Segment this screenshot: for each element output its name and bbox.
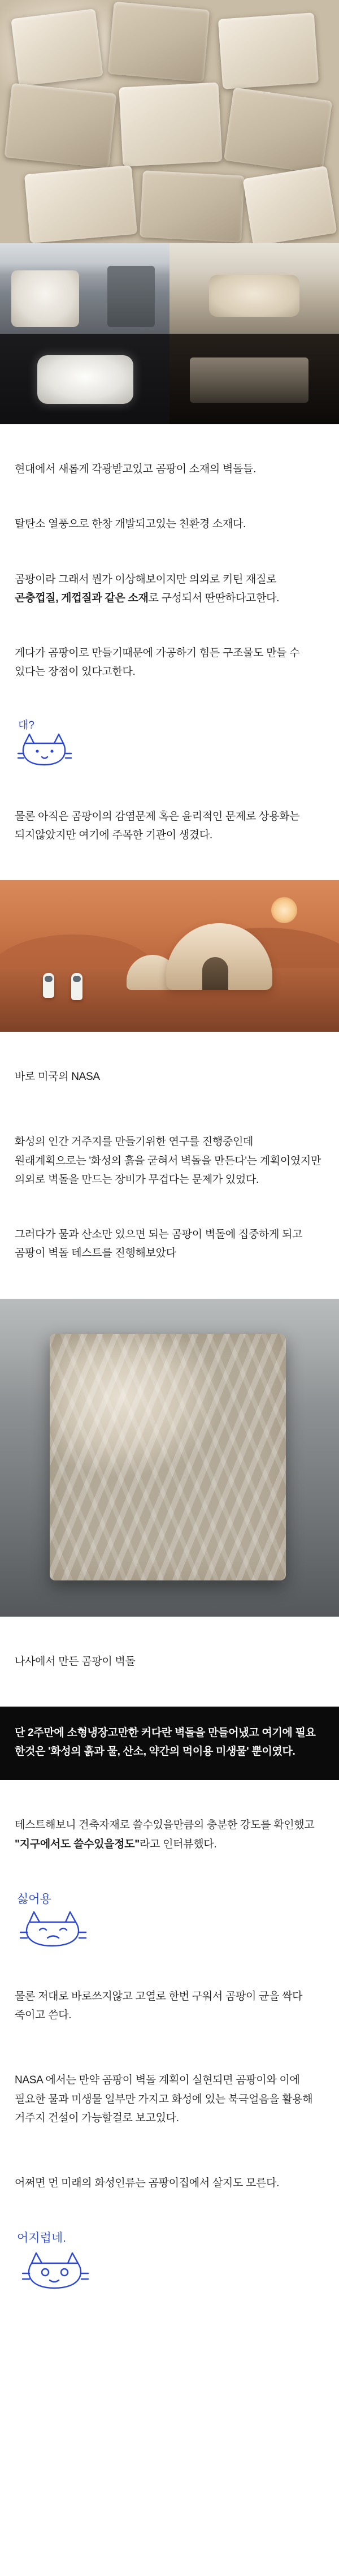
brick-shape: [140, 170, 245, 242]
caption-nasa-brick: 나사에서 만든 곰팡이 벽돌: [15, 1655, 136, 1668]
mars-sun: [271, 897, 297, 923]
doodle-wow: [0, 2228, 339, 2296]
brick-shape: [108, 2, 210, 82]
habitat-door: [202, 957, 228, 990]
paragraph-nasa-pivot: 그러다가 물과 산소만 있으면 되는 곰팡이 벽돌에 집중하게 되고 곰팡이 벽돌 테스트를 진행해보았다: [15, 1229, 303, 1260]
nasa-brick-plastic-wrap: [50, 1334, 286, 1580]
astronaut-figure: [43, 973, 54, 998]
paragraph-nasa-plan: NASA 에서는 만약 곰팡이 벽돌 계획이 실현되면 곰팡이와 이에 필요한 물과 미생물 일부만 가지고 화성에 있는 북극얼음을 활용해 거주지 건설이 가능할걸로 보고있다.: [15, 2074, 313, 2124]
photo-lab-kitchen: [0, 243, 169, 334]
material-tail-text: 로 구성되서 딴딴하다고한다.: [148, 592, 280, 604]
strength-tail-text: 라고 인터뷰했다.: [140, 1838, 217, 1850]
paragraph-intro: 현대에서 새롭게 각광받고있고 곰팡이 소재의 벽돌들.: [15, 463, 257, 475]
banner-result-text: 단 2주만에 소형냉장고만한 커다란 벽돌을 만들어냈고 여기에 필요한것은 '화성의 흙과 물, 산소, 약간의 먹이용 미생물' 뿐이였다.: [15, 1726, 316, 1757]
strength-bold-text: "지구에서도 쓸수있을정도": [15, 1838, 140, 1850]
paragraph-future: 어쩌면 먼 미래의 화성인류는 곰팡이집에서 살지도 모른다.: [15, 2177, 280, 2189]
paragraph-nasa-research: 화성의 인간 거주지를 만들기위한 연구를 진행중인데 원래계획으로는 '화성의 흙을 굳혀서 벽돌을 만든다'는 계획이였지만 의외로 벽돌을 만드는 장비가 무겁다는 문제가 있었다.: [15, 1136, 321, 1186]
photo-nasa-brick: [0, 1299, 339, 1617]
photo-hands-block: [169, 243, 339, 334]
svg-text:싫어용: 싫어용: [17, 1892, 51, 1906]
svg-text:대?: 대?: [18, 719, 34, 731]
material-bold-text: 곤충껍질, 게껍질과 같은 소재: [15, 592, 149, 604]
paragraph-mold-merit: 게다가 곰팡이로 만들기때문에 가공하기 힘든 구조물도 만들 수 있다는 장점이 있다고한다.: [15, 647, 300, 678]
photo-fuzzy-block: [0, 334, 169, 424]
illustration-mars-habitat: [0, 880, 339, 1032]
strength-lead-text: 테스트해보니 건축자재로 쓸수있을만큼의 충분한 강도를 확인했고: [15, 1819, 315, 1832]
brick-shape: [243, 166, 337, 243]
photo-mycelium-bricks: [0, 0, 339, 424]
brick-shape: [24, 165, 137, 243]
material-lead-text: 곰팡이라 그래서 뭔가 이상해보이지만 의외로 키틴 재질로: [15, 573, 277, 585]
doodle-what-icon: [15, 717, 82, 772]
doodle-dislike: [0, 1889, 339, 1952]
paragraph-eco: 탈탄소 열풍으로 한창 개발되고있는 친환경 소재다.: [15, 518, 246, 531]
paragraph-strength: [0, 1816, 339, 1854]
svg-text:어지럽네.: 어지럽네.: [17, 2232, 66, 2245]
doodle-wow-icon: [15, 2228, 105, 2296]
brick-shape: [5, 83, 117, 169]
paragraph-ethics: 물론 아직은 곰팡이의 감염문제 혹은 윤리적인 문제로 상용화는 되지않았지만 여기에 주목한 기관이 생겼다.: [15, 810, 300, 841]
paragraph-material: [0, 570, 339, 608]
paragraph-nasa-title: 바로 미국의 NASA: [15, 1071, 100, 1083]
highlight-banner: [0, 1707, 339, 1781]
astronaut-figure: [71, 973, 82, 1000]
brick-shape: [119, 82, 222, 166]
brick-shape: [11, 8, 103, 86]
doodle-what: [0, 717, 339, 772]
photo-rover: [169, 334, 339, 424]
brick-shape: [224, 87, 332, 174]
mycelium-bricks-image: [0, 0, 339, 243]
paragraph-sterilize: 물론 저대로 바로쓰지않고 고열로 한번 구워서 곰팡이 균을 싹다 죽이고 쓴다.: [15, 1990, 303, 2021]
brick-shape: [218, 12, 319, 89]
doodle-dislike-icon: [15, 1889, 99, 1952]
